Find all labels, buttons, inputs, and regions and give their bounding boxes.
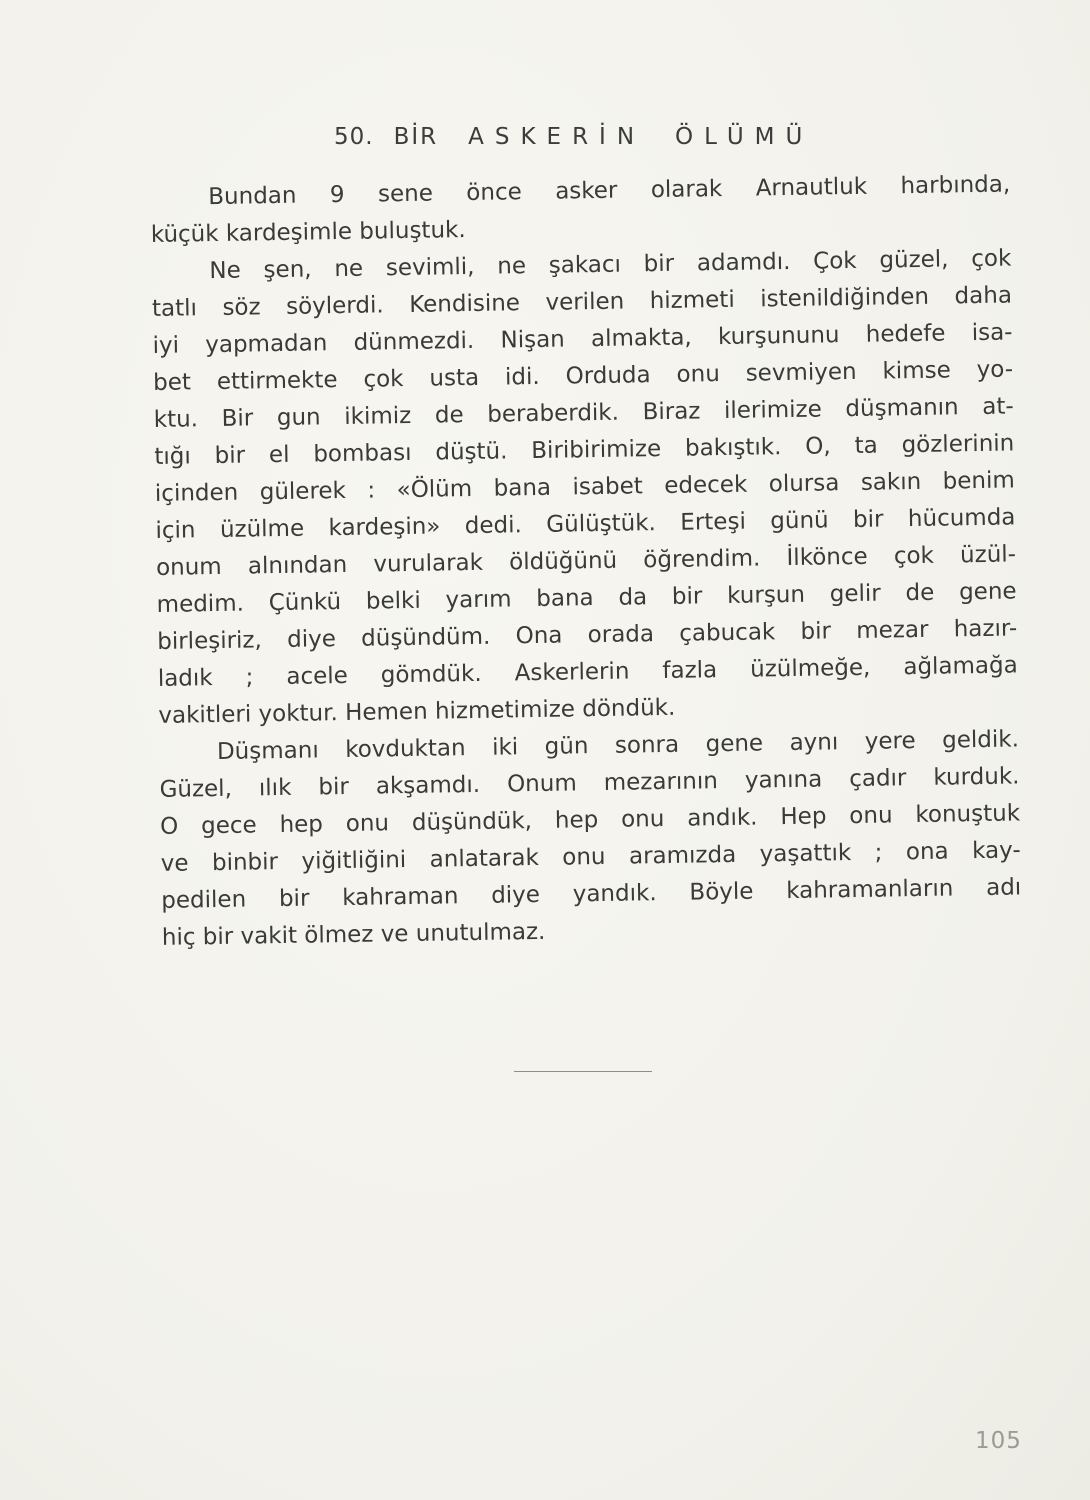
text-line: için üzülme kardeşin» dedi. Gülüştük. Erteşi günü bir hücumda — [155, 504, 1016, 544]
text-line: ktu. Bir gun ikimiz de beraberdik. Biraz ilerimize düşmanın at- — [153, 393, 1014, 433]
story-text — [150, 166, 1022, 956]
text-line: bet ettirmekte çok usta idi. Orduda onu sevmiyen kimse yo- — [152, 356, 1014, 396]
text-line: ladık ; acele gömdük. Askerlerin fazla üzülmeğe, ağlamağa — [157, 652, 1018, 692]
text-line: Ne şen, ne sevimli, ne şakacı bir adamdı. Çok güzel, çok — [209, 245, 1012, 285]
title-word-askerin: ASKERİN — [468, 124, 646, 150]
text-line: Düşmanı kovduktan iki gün sonra gene aynı yere geldik. — [216, 726, 1020, 766]
text-line: Bundan 9 sene önce asker olarak Arnautluk harbında, — [208, 171, 1011, 211]
text-line: O gece hep onu düşündük, hep onu andık. Hep onu konuştuk — [159, 800, 1021, 840]
text-line: birleşiriz, diye düşündüm. Ona orada çabucak bir mezar hazır- — [157, 615, 1018, 655]
text-line: hiç bir vakit ölmez ve unutulmaz. — [161, 918, 546, 951]
text-line: tatlı söz söylerdi. Kendisine verilen hizmeti istenildiğinden daha — [151, 282, 1013, 322]
text-line: medim. Çünkü belki yarım bana da bir kurşun gelir de gene — [156, 578, 1017, 618]
text-line: Güzel, ılık bir akşamdı. Onum mezarının yanına çadır kurduk. — [159, 763, 1020, 803]
text-line: iyi yapmadan dünmezdi. Nişan almakta, kurşununu hedefe isa- — [152, 319, 1013, 359]
text-line: ve binbir yiğitliğini anlatarak onu aramızda yaşattık ; ona kay- — [160, 837, 1021, 877]
page-number: 105 — [975, 1428, 1022, 1454]
text-line: onum alnından vurularak öldüğünü öğrendim. İlkönce çok üzül- — [155, 541, 1017, 581]
text-line: küçük kardeşimle buluştuk. — [150, 217, 466, 248]
text-line: vakitleri yoktur. Hemen hizmetimize döndük. — [158, 694, 676, 729]
text-line: içinden gülerek : «Ölüm bana isabet edecek olursa sakın benim — [154, 467, 1016, 507]
chapter-number: 50. — [334, 124, 374, 150]
title-word-bir: BİR — [393, 124, 439, 150]
text-line: tığı bir el bombası düştü. Biribirimize bakıştık. O, ta gözlerinin — [154, 430, 1015, 470]
end-rule — [514, 1071, 652, 1072]
title-word-olumu: ÖLÜMÜ — [675, 124, 814, 150]
text-line: pedilen bir kahraman diye yandık. Böyle kahramanların adı — [161, 874, 1022, 914]
chapter-title — [334, 124, 813, 150]
